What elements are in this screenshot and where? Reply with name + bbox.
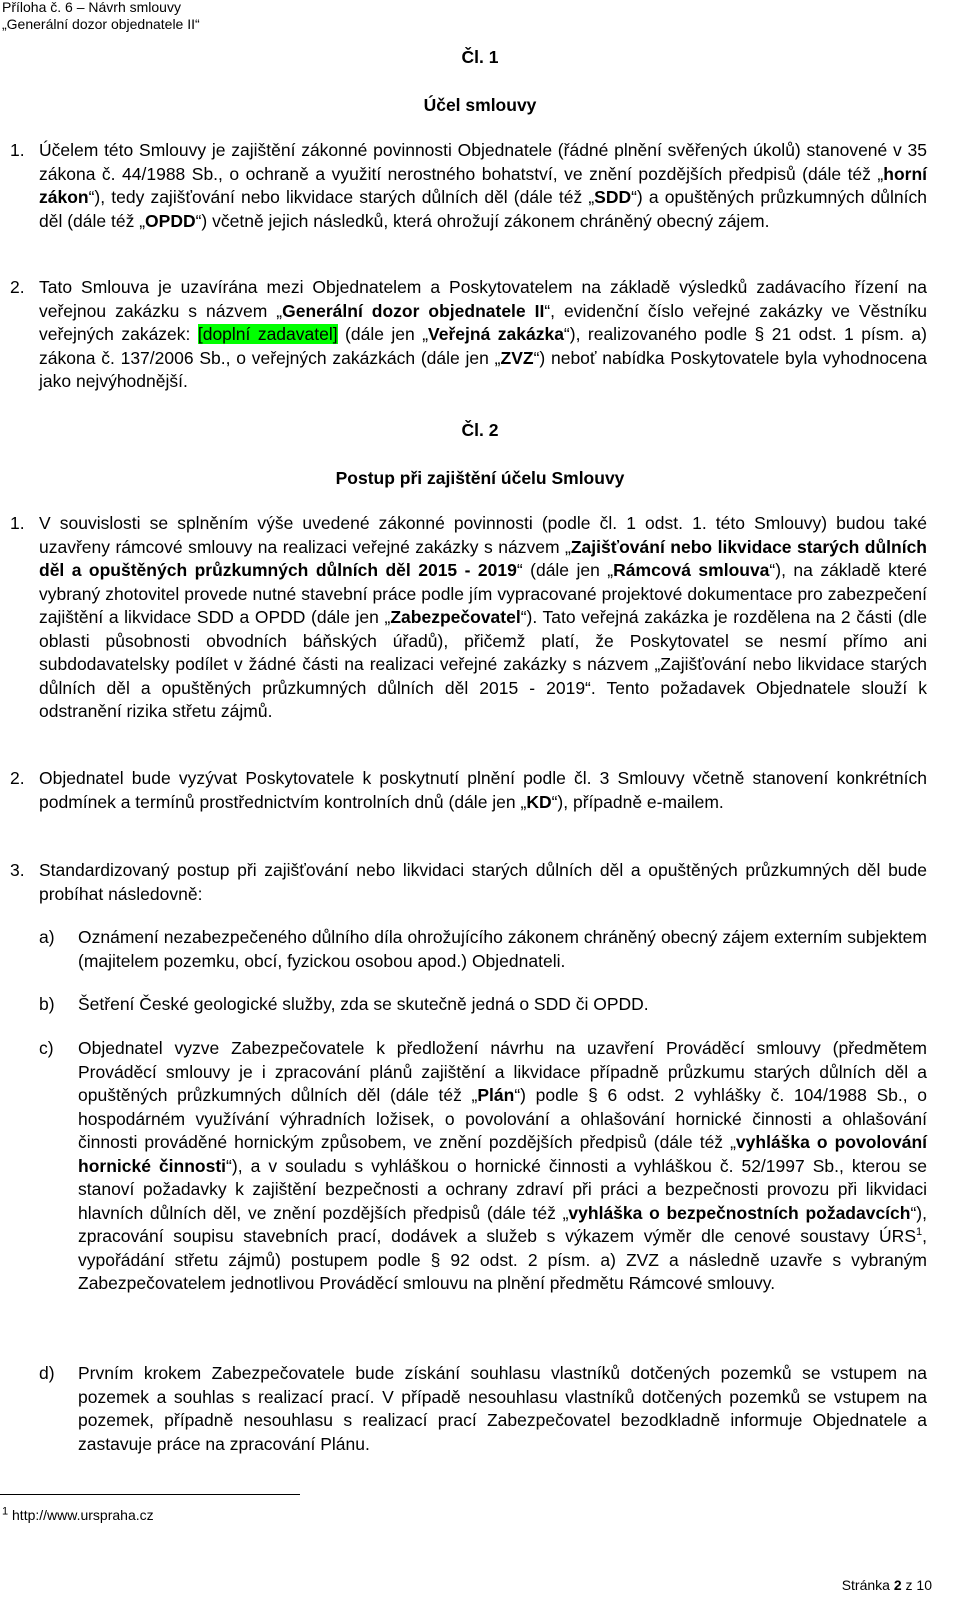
article-2-paragraph-3: [10, 859, 927, 906]
article-2-title: Postup při zajištění účelu Smlouvy: [335, 468, 625, 488]
paragraph-number: 2.: [10, 768, 25, 788]
step-b: [39, 993, 927, 1017]
paragraph-number: 1.: [10, 513, 25, 533]
step-letter: b): [39, 994, 55, 1014]
step-text: Prvním krokem Zabezpečovatele bude získání souhlasu vlastníků dotčených pozemků se vstupem na pozemek a souhlas s realizací prací. V případě nesouhlasu vlastníků dotčených pozemků se vstupem na pozemek, případně nesouhlasu s realizací prací Zabezpečovatel bezodkladně informuje Objednatele a zastavuje práce na zpracování Plánu.: [78, 1363, 927, 1454]
article-2-number: Čl. 2: [461, 420, 499, 440]
article-1-paragraph-1: [10, 139, 927, 233]
paragraph-number: 2.: [10, 277, 25, 297]
step-letter: a): [39, 927, 55, 947]
paragraph-text: Objednatel bude vyzývat Poskytovatele k poskytnutí plnění podle čl. 3 Smlouvy včetně stanovení konkrétních podmínek a termínů prostřednictvím kontrolních dnů (dále jen „KD“), případně e-mailem.: [39, 768, 927, 812]
step-text: Oznámení nezabezpečeného důlního díla ohrožujícího zákonem chráněný obecný zájem externím subjektem (majitelem pozemku, obcí, fyzickou osobou apod.) Objednateli.: [78, 927, 927, 971]
article-1-paragraph-2: [10, 276, 927, 394]
document-header: [2, 0, 200, 33]
step-letter: d): [39, 1363, 55, 1383]
step-letter: c): [39, 1038, 54, 1058]
step-c: [39, 1037, 927, 1296]
step-text: Objednatel vyzve Zabezpečovatele k předložení návrhu na uzavření Prováděcí smlouvy (předmětem Prováděcí smlouvy je i zpracování plánů zajištění a likvidace případně průzkumu starých důlních děl a opuštěných průzkumných důlních děl (dále též „Plán“) podle § 6 odst. 2 vyhlášky č. 104/1988 Sb., o hospodárném využívání výhradních ložisek, o povolování a ohlašování hornické činnosti a ohlašování činnosti prováděné hornickým způsobem, ve znění pozdějších předpisů (dále též „vyhláška o povolování hornické činnosti“), a v souladu s vyhláškou o hornické činnosti a vyhláškou č. 52/1997 Sb., kterou se stanoví požadavky k zajištění bezpečnosti a ochrany zdraví při práci a bezpečnosti provozu při likvidaci hlavních důlních děl, ve znění pozdějších předpisů (dále též „vyhláška o bezpečnostních požadavcích“), zpracování soupisu stavebních prací, dodávek a služeb s výkazem výměr dle cenové soustavy ÚRS$^1$, vypořádání střetu zájmů) postupem podle § 92 odst. 2 písm. a) ZVZ a následně uzavře s vybraným Zabezpečovatelem jednotlivou Prováděcí smlouvu na plnění předmětu Rámcové smlouvy.: [78, 1038, 928, 1293]
page-number: Stránka 2 z 10: [841, 1577, 932, 1593]
footnote-reference: 1: [916, 1226, 923, 1239]
paragraph-text: Účelem této Smlouvy je zajištění zákonné povinnosti Objednatele (řádné plnění svěřených úkolů) stanovené v 35 zákona č. 44/1988 Sb., o ochraně a využití nerostného bohatství, ve znění pozdějších předpisů (dále též „horní zákon“), tedy zajišťování nebo likvidace starých důlních děl (dále též „SDD“) a opuštěných průzkumných důlních děl (dále též „OPDD“) včetně jejich následků, která ohrožují zákonem chráněný obecný zájem.: [39, 140, 928, 231]
step-text: Šetření České geologické služby, zda se skutečně jedná o SDD či OPDD.: [78, 994, 649, 1014]
header-line-1: Příloha č. 6 – Návrh smlouvy: [2, 0, 181, 15]
footnote: [2, 1507, 154, 1523]
paragraph-number: 1.: [10, 140, 25, 160]
paragraph-text: Standardizovaný postup při zajišťování nebo likvidaci starých důlních děl a opuštěných průzkumných děl bude probíhat následovně:: [39, 860, 927, 904]
paragraph-number: 3.: [10, 860, 25, 880]
footnote-text: http://www.urspraha.cz: [8, 1507, 154, 1523]
article-2-paragraph-2: [10, 767, 927, 814]
footnote-separator: [0, 1494, 300, 1495]
header-line-2: „Generální dozor objednatele II“: [2, 16, 200, 32]
footnote-number: 1: [2, 1505, 9, 1518]
paragraph-text: Tato Smlouva je uzavírána mezi Objednatelem a Poskytovatelem na základě výsledků zadávacího řízení na veřejnou zakázku s názvem „Generální dozor objednatele II“, evidenční číslo veřejné zakázky ve Věstníku veřejných zakázek: [doplní zadavatel] (dále jen „Veřejná zakázka“), realizovaného podle § 21 odst. 1 písm. a) zákona č. 137/2006 Sb., o veřejných zakázkách (dále jen „ZVZ“) neboť nabídka Poskytovatele byla vyhodnocena jako nejvýhodnější.: [39, 277, 927, 391]
article-2-paragraph-1: [10, 512, 927, 724]
step-a: [39, 926, 927, 973]
article-1-title: Účel smlouvy: [423, 95, 537, 115]
paragraph-text: V souvislosti se splněním výše uvedené zákonné povinnosti (podle čl. 1 odst. 1. této Smlouvy) budou také uzavřeny rámcové smlouvy na realizaci veřejné zakázky s názvem „Zajišťování nebo likvidace starých důlních děl a opuštěných průzkumných důlních děl 2015 - 2019“ (dále jen „Rámcová smlouva“), na základě které vybraný zhotovitel provede nutné stavební práce podle jím vypracované projektové dokumentace pro zabezpečení zajištění a likvidace SDD a OPDD (dále jen „Zabezpečovatel“). Tato veřejná zakázka je rozdělena na 2 části (dle oblasti působnosti obvodních báňských úřadů), přičemž platí, že Poskytovatel se nesmí přímo ani subdodavatelsky podílet v žádné části na realizaci veřejné zakázky s názvem „Zajišťování nebo likvidace starých důlních děl a opuštěných průzkumných důlních děl 2015 - 2019“. Tento požadavek Objednatele slouží k odstranění rizika střetu zájmů.: [39, 513, 927, 721]
placeholder-highlight: [doplní zadavatel]: [197, 324, 338, 344]
article-1-number: Čl. 1: [461, 47, 499, 67]
step-d: [39, 1362, 927, 1456]
